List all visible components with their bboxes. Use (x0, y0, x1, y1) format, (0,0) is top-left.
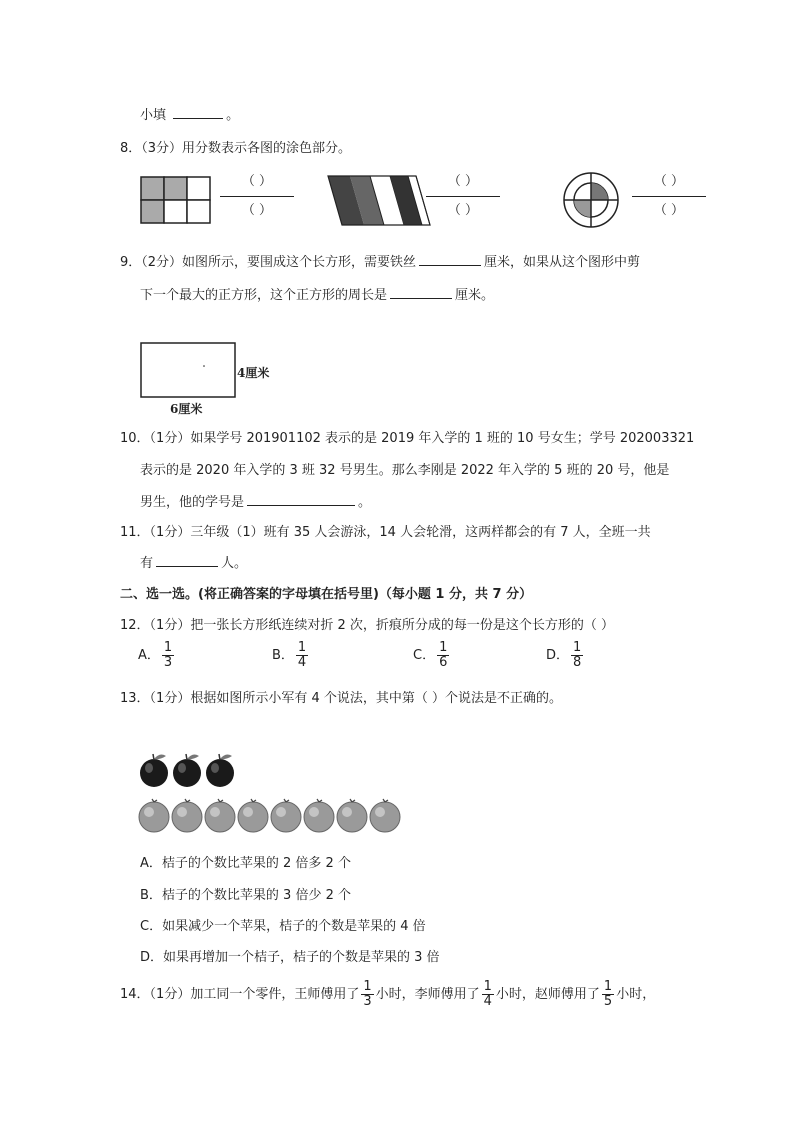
rect-width-label: 6厘米 (170, 402, 203, 416)
orange-icon (370, 799, 400, 832)
q8-answer-fraction-1[interactable]: （ ） （ ） (220, 172, 294, 221)
question-11-line-2: 有 人。 (140, 556, 248, 571)
orange-icon (337, 799, 367, 832)
apple-icon (173, 754, 201, 787)
question-8-stem: 8．（3分）用分数表示各图的涂色部分。 (120, 141, 352, 156)
orange-icon (304, 799, 334, 832)
answer-blank[interactable] (247, 493, 355, 506)
answer-blank[interactable] (156, 554, 218, 567)
fraction-one-fifth: $\frac{1}{5}$ (603, 979, 613, 1009)
apple-icon (206, 754, 234, 787)
question-10-line-2: 表示的是 2020 年入学的 3 班 32 号男生。那么李刚是 2022 年入学的 5 班的 20 号，他是 (140, 463, 670, 478)
q12-option-b[interactable]: B． $\frac{1}{4}$ (272, 640, 307, 670)
fraction-one-third: $\frac{1}{3}$ (363, 979, 372, 1009)
question-13-stem: 13．（1分）根据如图所示小军有 4 个说法，其中第（ ）个说法是不正确的。 (120, 691, 562, 706)
question-9-line-1: 9．（2分）如图所示，要围成这个长方形，需要铁丝 厘米，如果从这个图形中剪 (120, 255, 641, 270)
question-9-line-2: 下一个最大的正方形，这个正方形的周长是 厘米。 (140, 288, 495, 303)
orange-icon (205, 799, 235, 832)
answer-blank[interactable] (390, 286, 452, 299)
section-2-title: 二、选一选。(将正确答案的字母填在括号里)（每小题 1 分，共 7 分） (120, 587, 533, 602)
q9-rectangle-figure (140, 342, 236, 398)
question-14-stem: 14．（1分）加工同一个零件，王师傅用了 $\frac{1}{3}$ 小时，李师傅用了 $\frac{1}{4}$ 小时，赵师傅用了 $\frac{1}{5}$ 小时， (120, 979, 656, 1009)
q12-option-c[interactable]: C． $\frac{1}{6}$ (413, 640, 448, 670)
q13-option-c[interactable]: C．如果减少一个苹果，桔子的个数是苹果的 4 倍 (140, 919, 426, 934)
question-10-line-3: 男生，他的学号是 。 (140, 495, 372, 510)
q8-grid-figure (140, 176, 212, 224)
question-10-line-1: 10．（1分）如果学号 201901102 表示的是 2019 年入学的 1 班的 10 号女生；学号 202003321 (120, 431, 695, 446)
orange-icon (172, 799, 202, 832)
fraction-one-quarter: $\frac{1}{4}$ (483, 979, 492, 1009)
orange-icon (238, 799, 268, 832)
q12-option-a[interactable]: A． $\frac{1}{3}$ (138, 640, 173, 670)
rect-height-label: 4厘米 (237, 366, 270, 380)
q13-option-b[interactable]: B．桔子的个数比苹果的 3 倍少 2 个 (140, 888, 351, 903)
q8-answer-fraction-2[interactable]: （ ） （ ） (426, 172, 500, 221)
q8-answer-fraction-3[interactable]: （ ） （ ） (632, 172, 706, 221)
q8-circle-figure (563, 172, 619, 228)
orange-icon (139, 799, 169, 832)
q7-tail: 小填 。 (140, 108, 240, 123)
apples-row-figure (138, 750, 242, 790)
apple-icon (140, 754, 168, 787)
answer-blank[interactable] (419, 253, 481, 266)
q8-parallelogram-figure (328, 175, 433, 227)
oranges-row-figure (138, 798, 408, 836)
question-11-line-1: 11．（1分）三年级（1）班有 35 人会游泳，14 人会轮滑，这两样都会的有 7 人，全班一共 (120, 525, 651, 540)
q12-option-d[interactable]: D． $\frac{1}{8}$ (546, 640, 582, 670)
orange-icon (271, 799, 301, 832)
question-12-stem: 12．（1分）把一张长方形纸连续对折 2 次，折痕所分成的每一份是这个长方形的（ ） (120, 618, 614, 633)
q13-option-d[interactable]: D．如果再增加一个桔子，桔子的个数是苹果的 3 倍 (140, 950, 440, 965)
q13-option-a[interactable]: A．桔子的个数比苹果的 2 倍多 2 个 (140, 856, 351, 871)
answer-blank[interactable] (173, 106, 223, 119)
